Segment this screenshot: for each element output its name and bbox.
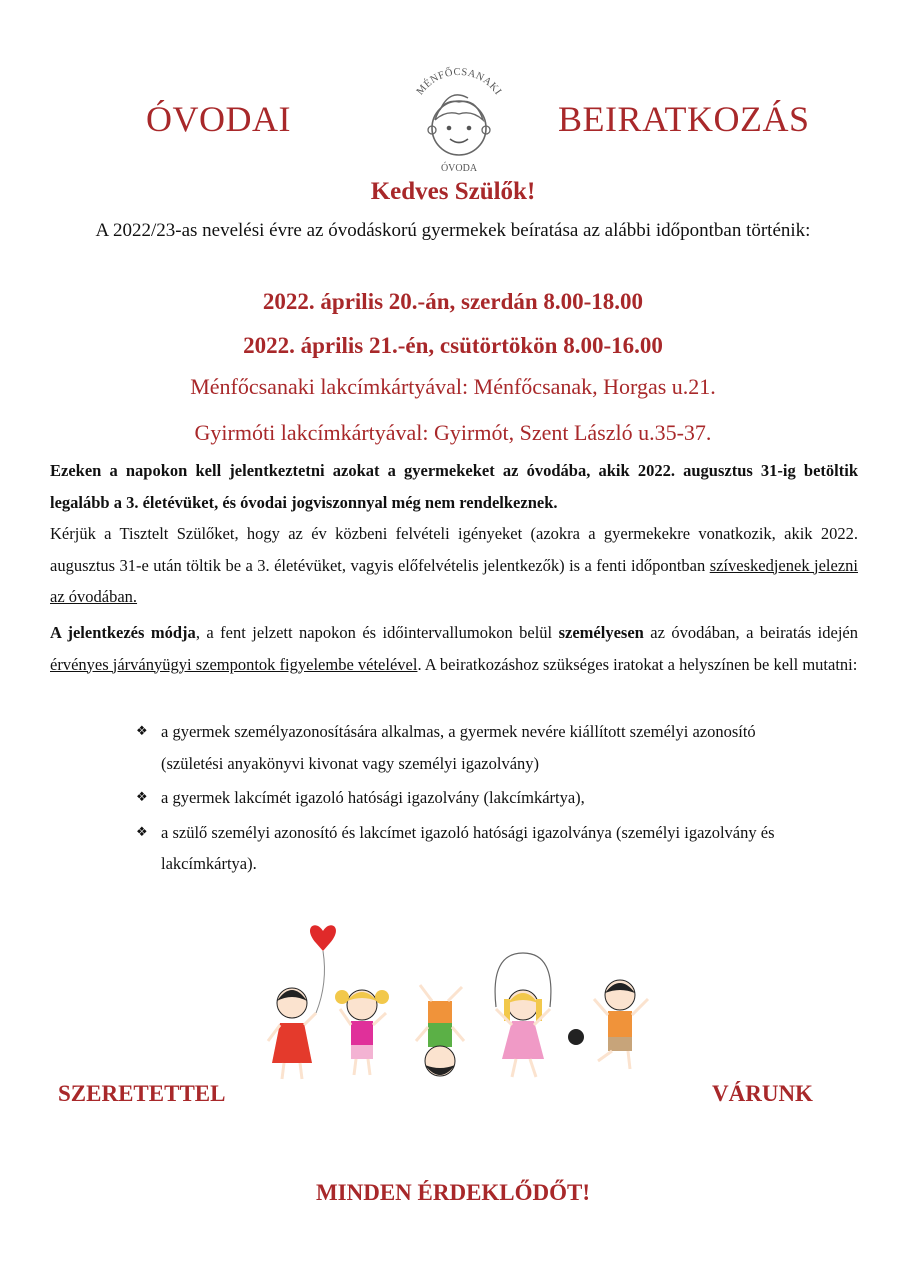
diamond-bullet-icon: ❖ (136, 724, 148, 739)
method-text-1: , a fent jelzett napokon és időintervallumokon belül (195, 623, 559, 642)
ball-icon (568, 1029, 584, 1045)
method-underlined: érvényes járványügyi szempontok figyelembe vételével (50, 654, 418, 674)
logo-bottom-text: ÓVODA (440, 163, 478, 174)
title-right: BEIRATKOZÁS (558, 99, 810, 139)
svg-text:MÉNFŐCSANAKI (415, 66, 504, 97)
greeting: Kedves Szülők! (370, 178, 536, 205)
smiling-child-face-icon (428, 95, 490, 155)
kindergarten-logo (402, 58, 516, 176)
method-text-2: az óvodában, a beiratás idején (643, 623, 858, 642)
title-left: ÓVODAI (146, 99, 291, 139)
paragraph-mid-year-underlined: szíveskedjenek jelezni az óvodában. (50, 555, 858, 606)
address-line-1: Ménfőcsanaki lakcímkártyával: Ménfőcsanak, Horgas u.21. (190, 374, 716, 399)
child-with-ball (568, 980, 648, 1069)
child-with-jump-rope (495, 953, 551, 1077)
date-line-1: 2022. április 20.-án, szerdán 8.00-18.00 (262, 289, 644, 314)
list-item (136, 782, 816, 814)
logo-top-text: MÉNFŐCSANAKI (414, 66, 504, 98)
child-with-pigtails (335, 990, 389, 1075)
list-item-text: a szülő személyi azonosító és lakcímet igazoló hatósági igazolványa (személyi igazolvány és lakcímkártya). (161, 822, 775, 873)
footer-left: SZERETETTEL (58, 1081, 226, 1106)
intro-text: A 2022/23-as nevelési évre az óvodáskorú gyermekek beíratása az alábbi időpontban történik: (95, 220, 811, 241)
paragraph-mid-year-text: Kérjük a Tisztelt Szülőket, hogy az év közbeni felvételi igényeket (azokra a gyermekekre vonatkozik, akik 2022. augusztus 31-e után töltik be a 3. életévüket, vagyis előfelvételis jelentkezők) is a fenti időpontban (50, 524, 858, 575)
child-with-balloon (268, 925, 336, 1079)
diamond-bullet-icon: ❖ (136, 790, 148, 805)
children-playing-illustration (258, 913, 662, 1088)
footer-right: VÁRUNK (712, 1081, 813, 1106)
footer-bottom: MINDEN ÉRDEKLŐDŐT! (315, 1180, 591, 1205)
paragraph-mid-year (50, 518, 858, 613)
child-upside-down (416, 985, 464, 1076)
list-item-text: a gyermek lakcímét igazoló hatósági igazolvány (lakcímkártya), (161, 788, 585, 807)
diamond-bullet-icon: ❖ (136, 824, 148, 840)
list-item-text: a gyermek személyazonosítására alkalmas, a gyermek nevére kiállított személyi azonosító (születési anyakönyvi kivonat vagy személyi igazolvány) (161, 722, 756, 773)
address-line-2: Gyirmóti lakcímkártyával: Gyirmót, Szent László u.35-37. (194, 420, 712, 445)
list-item (136, 716, 816, 779)
paragraph-method (50, 617, 858, 680)
document-list (136, 716, 816, 883)
date-line-2: 2022. április 21.-én, csütörtökön 8.00-16.00 (243, 333, 663, 358)
list-item (136, 817, 816, 880)
paragraph-eligibility: Ezeken a napokon kell jelentkeztetni azokat a gyermekeket az óvodába, akik 2022. augusztus 31-ig betöltik legalább a 3. életévüket, és óvodai jogviszonnyal még nem rendelkeznek. (50, 461, 858, 512)
method-bold-2: személyesen (558, 623, 644, 642)
method-text-3: . A beiratkozáshoz szükséges iratokat a helyszínen be kell mutatni: (417, 654, 858, 674)
method-bold-1: A jelentkezés módja (50, 623, 196, 642)
